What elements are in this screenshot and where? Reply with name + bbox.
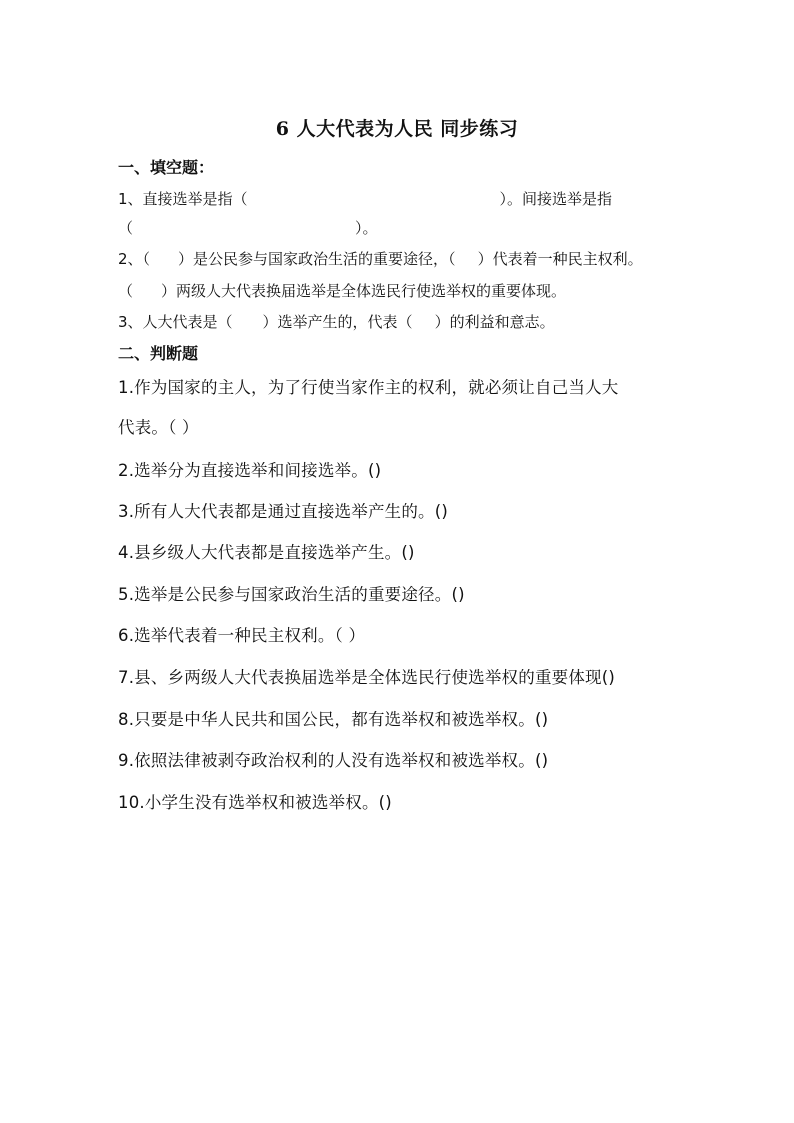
fill-question-2-text-d: （	[118, 282, 134, 300]
judge-item: 5.选举是公民参与国家政治生活的重要途径。()	[118, 585, 465, 604]
fill-question-2-text-e: ）两级人大代表换届选举是全体选民行使选举权的重要体现。	[161, 282, 567, 300]
fill-question-2-text-b: ）是公民参与国家政治生活的重要途径，（	[178, 250, 456, 268]
judge-item: 10.小学生没有选举权和被选举权。()	[118, 793, 392, 812]
section-true-false-heading: 二、判断题	[118, 344, 199, 363]
judge-item: 2.选举分为直接选举和间接选举。()	[118, 461, 382, 480]
fill-question-3-text-b: ）选举产生的，代表（	[262, 313, 413, 331]
fill-question-1-text-d: ）。	[355, 219, 378, 237]
page-title: 6 人大代表为人民 同步练习	[275, 118, 519, 140]
judge-item: 1.作为国家的主人，为了行使当家作主的权利，就必须让自己当人大	[118, 378, 619, 397]
judge-item: 6.选举代表着一种民主权利。（ ）	[118, 626, 366, 645]
section-fill-in-heading: 一、填空题：	[118, 158, 215, 177]
judge-item: 4.县乡级人大代表都是直接选举产生。()	[118, 543, 415, 562]
fill-question-2-text-a: 2、（	[118, 250, 151, 268]
judge-item: 9.依照法律被剥夺政治权利的人没有选举权和被选举权。()	[118, 751, 549, 770]
fill-question-1-line-1	[118, 188, 688, 209]
judge-item: 7.县、乡两级人大代表换届选举是全体选民行使选举权的重要体现()	[118, 668, 616, 687]
fill-question-1-text-c: （	[118, 219, 134, 237]
fill-question-3-text-c: ）的利益和意志。	[434, 313, 555, 331]
judge-item: 3.所有人大代表都是通过直接选举产生的。()	[118, 502, 449, 521]
fill-question-2-line-1	[118, 248, 688, 269]
fill-question-2-text-c: ）代表着一种民主权利。	[477, 250, 643, 268]
fill-question-3-text-a: 3、人大代表是（	[118, 313, 233, 331]
judge-item: 8.只要是中华人民共和国公民，都有选举权和被选举权。()	[118, 710, 549, 729]
judge-item: 代表。（ ）	[118, 418, 199, 437]
fill-question-3	[118, 311, 688, 332]
fill-question-1-line-2	[118, 217, 688, 238]
fill-question-2-line-2	[118, 280, 688, 301]
fill-question-1-text-b: ）。间接选举是指	[499, 190, 613, 208]
fill-question-1-text-a: 1、直接选举是指（	[118, 190, 248, 208]
